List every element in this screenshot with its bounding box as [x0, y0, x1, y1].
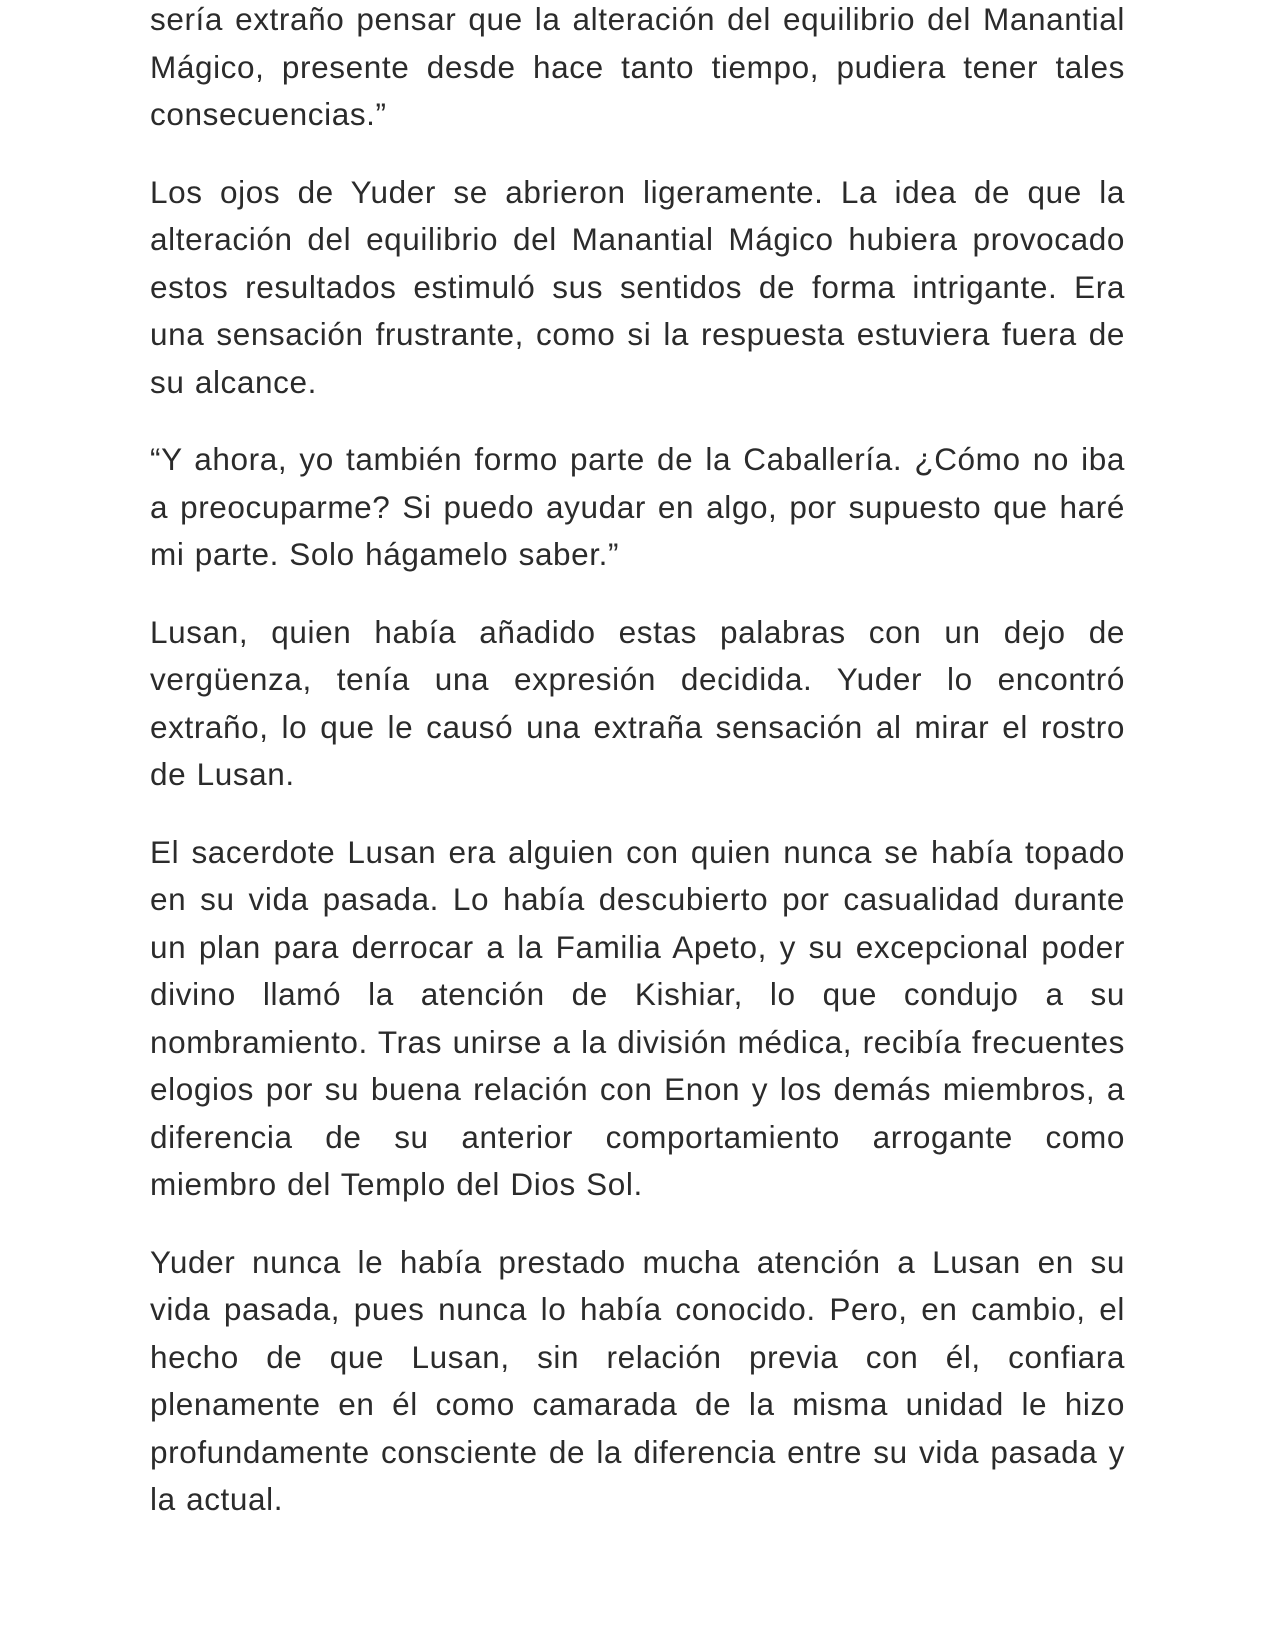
paragraph: Los ojos de Yuder se abrieron ligeramente. La idea de que la alteración del equilibrio del Manantial Mágico hubiera provocado estos resultados estimuló sus sentidos de forma intrigante. Era una sensación frustrante, como si la respuesta estuviera fuera de su alcance. — [150, 173, 1125, 400]
paragraph: Lusan, quien había añadido estas palabras con un dejo de vergüenza, tenía una expresión decidida. Yuder lo encontró extraño, lo que le causó una extraña sensación al mirar el rostro de Lusan. — [150, 613, 1125, 792]
paragraph: Yuder nunca le había prestado mucha atención a Lusan en su vida pasada, pues nunca lo había conocido. Pero, en cambio, el hecho de que Lusan, sin relación previa con él, confiara plenamente en él como camarada de la misma unidad le hizo profundamente consciente de la diferencia entre su vida pasada y la actual. — [150, 1243, 1125, 1517]
paragraph: sería extraño pensar que la alteración del equilibrio del Manantial Mágico, presente desde hace tanto tiempo, pudiera tener tales consecuencias.” — [150, 1, 1125, 132]
document-page — [150, 0, 1125, 1554]
paragraph: El sacerdote Lusan era alguien con quien nunca se había topado en su vida pasada. Lo había descubierto por casualidad durante un plan para derrocar a la Familia Apeto, y su excepcional poder divino llamó la atención de Kishiar, lo que condujo a su nombramiento. Tras unirse a la división médica, recibía frecuentes elogios por su buena relación con Enon y los demás miembros, a diferencia de su anterior comportamiento arrogante como miembro del Templo del Dios Sol. — [150, 833, 1125, 1202]
paragraph: “Y ahora, yo también formo parte de la Caballería. ¿Cómo no iba a preocuparme? Si puedo ayudar en algo, por supuesto que haré mi parte. Solo hágamelo saber.” — [150, 441, 1125, 572]
